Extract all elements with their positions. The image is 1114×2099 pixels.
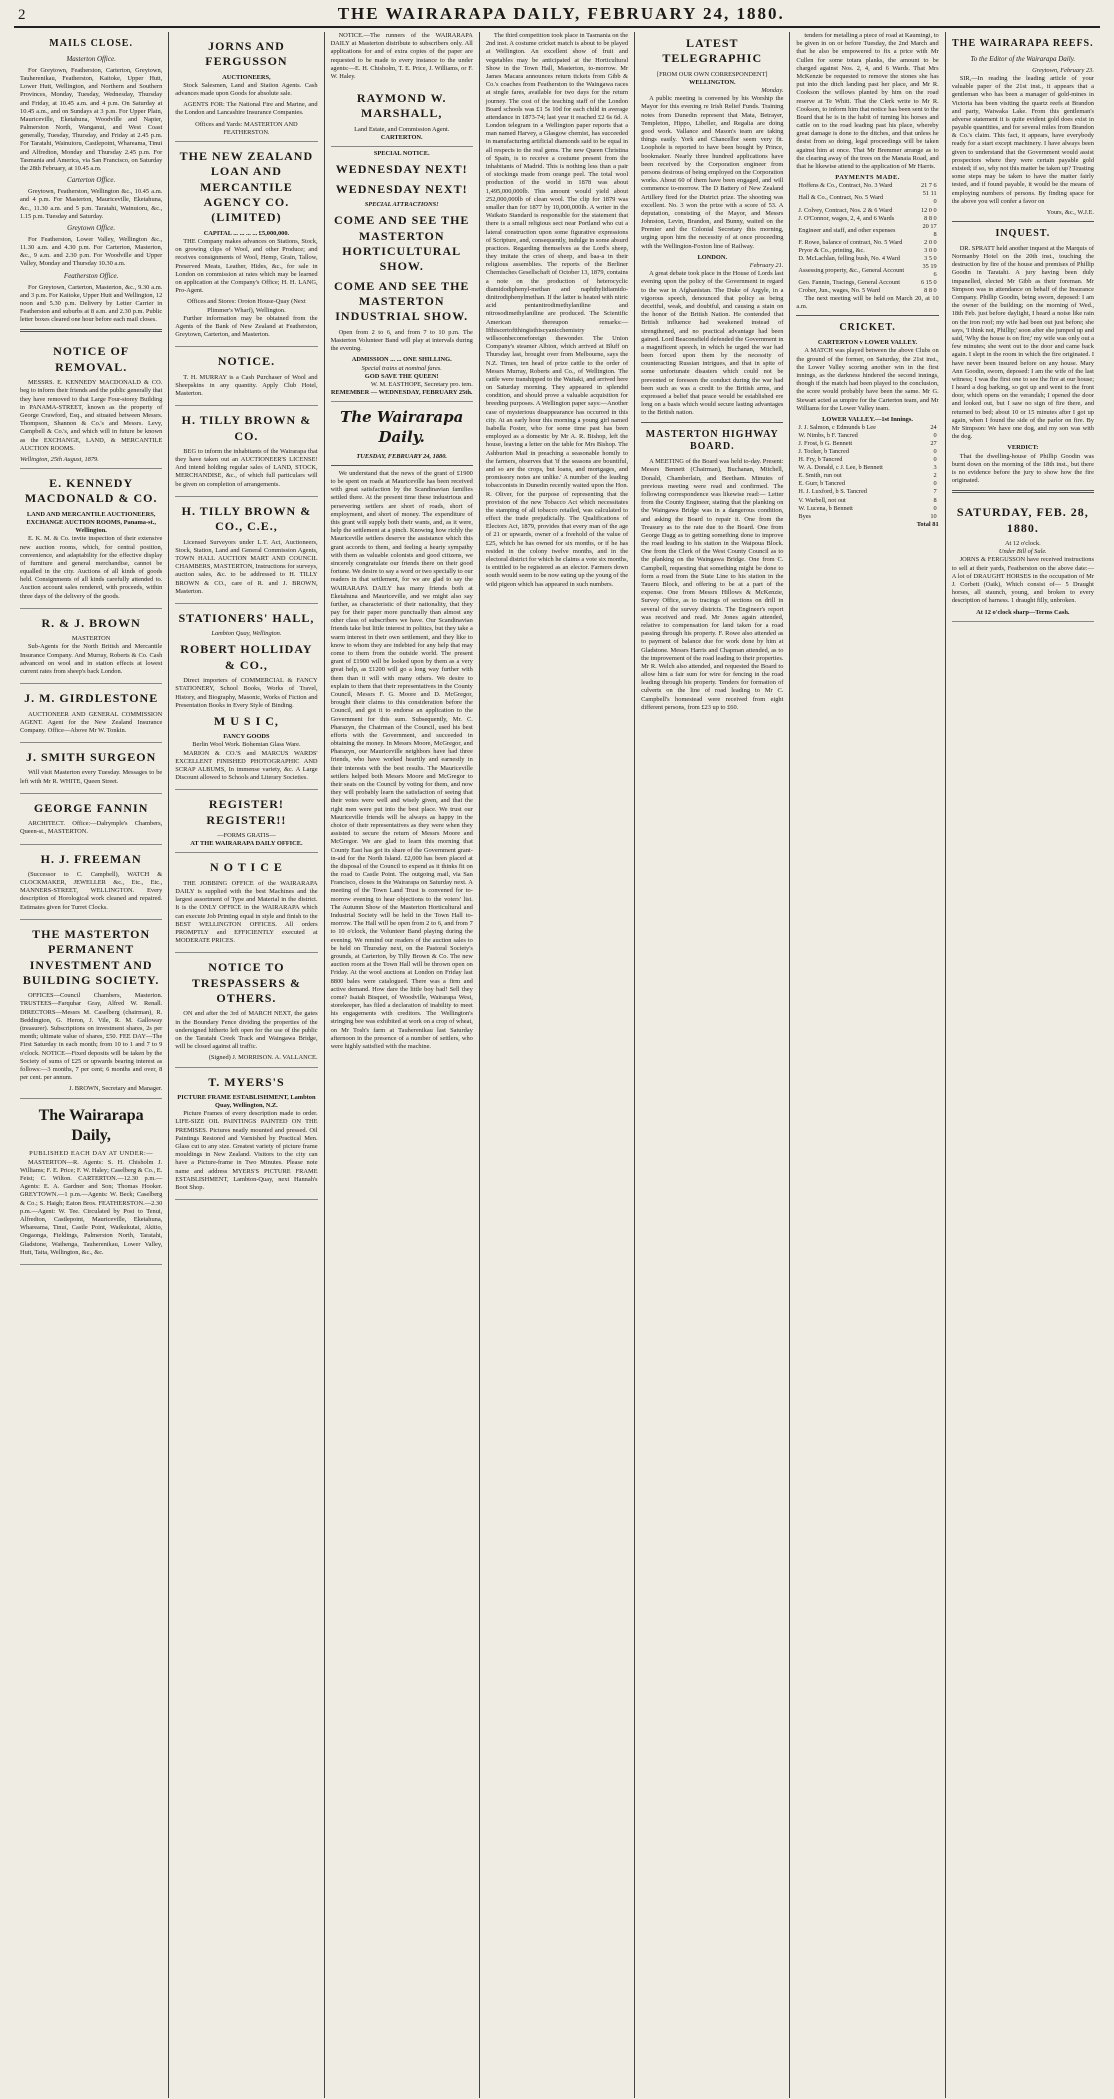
payment-row-value: 20 17 8 [922,222,937,238]
batsman-row-label: W. Nimbs, b F. Tancred [798,432,858,440]
payment-row-value: 3 5 0 [924,254,937,262]
batsman-row-label: J. J. Salmon, c Edmunds b Lee [798,424,876,432]
payment-row-value: 8 8 0 [924,214,937,222]
brown-heading: R. & J. BROWN [41,615,141,630]
batsman-row-label: E. Smith, run out [798,472,842,480]
inquest-text: DR. SPRATT held another inquest at the Marquis of Normanby Hotel on the 20th inst., touching the destruction by fire of the house and premises of Phillip Goodin in Taratahi. A jury having been duly impanelled, elected Mr Gibb as their foreman. Mr Simpson was in attendance on behalf of the Insurance Company. Phillip Goodin, being sworn, deposed: I am the owner of the building; on the morning of Wed., 18th Feb. just before daylight, I heard a noise like rain on the iron roof; my wife had been out just before; she says, 'I think not, Phillip;' soon after she jumped up and said, 'Why the house is on fire;' my wife was only out a few minutes; she went out to the door and came back again. I slept in the room in which the fire originated. I have never been insured before on any house. Mary Ann Goodin, sworn, deposed: I am the wife of the last witness; I was the first one to see the fire at our house; I heard a dog barking, so got up and went to the front door, which opens on the verandah; I opened the door and looked out, but I saw no sign of fire there, and returned to bed; about 10 or 15 minutes after I got up again, when I found the side of the parlor on fire. By Mr Simpson: We have one dog, and my son was with the dog. [951,244,1094,441]
column-7 [946,32,1100,2098]
column-5 [635,32,790,2098]
reefs-subheading: To the Editor of the Wairarapa Daily. [970,54,1076,63]
payment-row [796,255,938,263]
jorns-text: Stock Salesmen, Land and Station Agents. Cash advances made upon Goods for absolute sale. [175,81,318,98]
payment-row [796,247,938,255]
trespassers-text: ON and after the 3rd of MARCH NEXT, the gates in the Boundary Fence dividing the properties of the undersigned hitherto left open for the use of the public on the Taratahi Creek Track and Waingawa Bridge, will be closed against all traffic. [175,1010,318,1051]
masterton-office-heading: Masterton Office. [66,54,116,63]
page-number: 2 [18,7,27,23]
tilly2-ad [175,497,317,604]
divider [641,422,783,423]
reefs-text: SIR,—In reading the leading article of your valuable paper of the 21st inst., it appears that a gentleman who has been a manager of gold-mines in Victoria has been visiting the quartz reefs at Brandon and party, Waiwaka Lake. From this gentleman's adverse statement it is quite evident gold does exist in payable quantities, and for several miles from Brandon & Co.'s claim. This fact, it appears, have everybody ready for a start except machinery. I have always been given to understand that the Government would assist prospectors where they were certain payable gold existed; if so, why not this matter be taken up? Trusting some steps may be taken to have the matter fairly tested, and if found payable, it would be the means of employing numbers of persons. By finding space for the above you will confer a favor on [951,74,1094,205]
divider [952,221,1094,222]
girdlestone-text: AUCTIONEER AND GENERAL COMMISSION AGENT. Agent for the New Zealand Insurance Company. Office—Above Mr W. Tonkin. [20,710,163,734]
tilly2-text: Licensed Surveyors under L.T. Act, Auctioneers, Stock, Station, Land and General Commission Agents, TOWN HALL AUCTION MART AND COUNCIL CHAMBERS, MASTERTON, Instructions for surveys, auction sales, &c. to be addressed to H. TILLY BROWN & CO., care of R. and J. BROWN, Masterton. [175,538,318,595]
industrial-show: COME AND SEE THE MASTERTON INDUSTRIAL SHOW. [333,278,470,324]
building-society-signature: J. BROWN, Secretary and Manager. [69,1085,163,1093]
trespassers-heading: NOTICE TO TRESPASSERS & OTHERS. [191,960,301,1006]
editorial-date: TUESDAY, FEBRUARY 24, 1880. [356,452,448,460]
smith-heading: J. SMITH SURGEON [25,750,157,765]
daily-subheading: PUBLISHED EACH DAY AT UNDER:— [29,1150,154,1158]
kennedy-heading: E. KENNEDY MACDONALD & CO. [24,476,158,506]
adjourn-text: The next meeting will be held on March 20, at 10 a.m. [796,295,939,311]
london-text: A great debate took place in the House of Lords last evening upon the policy of the Government in regard to the war in Afghanistan. The Duke of Argyle, in a vigorous speech, denounced that policy as being deceitful, weak, and doubtful, and causing a stain on the honor of the British Nation. He contended that British influence had weakened instead of strengthened, and no practical advantage had been gained. Lord Beaconsfield defended the Government in a magnificent speech, in which he urged the war had been forced upon them by the necessity of counteracting Russian intrigues, and that in spite of some unfortunate disasters which could not be prevented or foreseen the conduct during the war had been such as was a credit to the British arms, and expressed a belief that peace would be established ere long on a basis which would secure lasting advantages to the British nation. [641,270,784,417]
jobbing-text: THE JOBBING OFFICE of the WAIRARAPA DAILY is supplied with the best Machines and the largest assortment of Type and Material in the district. It is the ONLY OFFICE in the WAIRARAPA which can execute Job Printing equal in style and finish to the BEST WELLINGTON OFFICES. All orders PROMPTLY and EFFICIENTLY executed at MODERATE PRICES. [175,879,318,945]
mails-text: For Greytown, Featherston, Carterton, Greytown, Tauherenikau, Featherston, Kaitoke, Upper Hutt, Lower Hutt, Wellington, and Northern and Southern Provinces, Monday, Tuesday, Wednesday, Thursday and Friday, at 10.45 a.m. and 4 p.m. On Saturday at 10.45 a.m., and on Sundays at 3 p.m. For Upper Plain, Mauriceville, Eketahuna, Woodville and Napier, Palmerston North, Wanganui, and West Coast generally, Tuesday, Thursday, and Friday at 2.45 p.m. For Taratahi, Wainuioru, Castlepoint, Whareama, Tinui and Alfredton, Monday and Thursday 2.45 p.m. For Tasmania and America, via San Francisco, on Saturday the 28th February, at 10.45 a.m. [20,66,163,172]
batsman-row-value: 2 [933,472,937,480]
batsman-row-value: 24 [930,424,937,432]
batsman-row-label: H. Fry, b Tancred [798,456,843,464]
payment-row-label: Pryor & Co., printing, &c. [798,246,865,254]
sale-under: Under Bill of Sale. [998,548,1047,556]
stationers-ad [175,604,317,791]
murray-notice-heading: NOTICE. [217,354,276,369]
cricket-heading: CRICKET. [839,322,896,334]
picture-frame-ad [175,1068,317,1201]
payment-row-value: 21 7 6 [920,182,937,190]
horticultural-show: COME AND SEE THE MASTERTON HORTICULTURAL SHOW. [333,213,470,274]
daily-publication-ad [20,1099,162,1265]
wellington-date: Monday. [761,87,784,95]
payment-row [796,207,938,215]
batsman-row-label: W. A. Donald, c J. Lee, b Bennett [798,464,883,472]
remember-line: REMEMBER — WEDNESDAY, FEBRUARY 25th. [330,389,473,397]
batsman-row [796,440,938,448]
jorns-offices: Offices and Yards: MASTERTON AND FEATHERSTON. [195,120,298,136]
wednesday-next-2: WEDNESDAY NEXT! [335,181,468,196]
batsman-row-label: H. J. Luxford, b S. Tancred [798,488,867,496]
jobbing-ad [175,853,317,953]
batsman-row [796,432,938,440]
nzloan-offices: Offices and Stores: Oroton House-Quay (Next Plimmer's Wharf), Wellington. [187,298,306,314]
marshall-location: CARTERTON. [380,134,423,142]
payment-row-value: 3 0 0 [924,246,937,254]
payment-row-value: 2 0 0 [924,238,937,246]
batsman-row-value: 0 [933,480,937,488]
show-ad [331,147,473,402]
batsman-row-value: 0 [933,448,937,456]
payment-row-label: Crober, Jun., wages, No. 5 Ward [798,286,881,294]
batsman-row-value: 8 [933,496,937,504]
removal-heading: NOTICE OF REMOVAL. [53,344,130,374]
jorns-agents: AGENTS FOR: The National Fire and Marine, and the London and Lancashire Insurance Companies. [175,101,318,117]
fannin-heading: GEORGE FANNIN [33,800,149,815]
batsman-row-value: 7 [933,488,937,496]
batsman-row-label: J. Frost, b G. Bennett [798,440,853,448]
marion-text: MARION & CO.'S and MARCUS WARDS' EXCELLENT FINISHED PHOTOGRAPHIC AND SCRAP ALBUMS, In immense variety, &c. A Large Discount allowed to Schools and Literary Societies. [175,749,318,782]
cricket-subheading: CARTERTON v LOWER VALLEY. [817,339,918,347]
column-3 [325,32,480,2098]
batsman-row [796,497,938,505]
murray-notice [175,347,317,406]
batsman-row-label: W. Lucena, b Bennett [798,504,853,512]
batsman-row [796,456,938,464]
batsman-row-label: J. Tocker, b Tancred [798,448,849,456]
removal-ad [20,337,162,469]
girdlestone-heading: J. M. GIRDLESTONE [24,691,159,706]
payment-row-value: 12 0 0 [920,206,937,214]
jobbing-heading: N O T I C E [209,860,283,875]
music-text: Berlin Wool Work. Bohemian Glass Ware. [192,741,301,749]
tilly-ad [175,406,317,497]
carterton-text: Greytown, Featherston, Wellington &c., 10.45 a.m. and 4 p.m. For Masterton, Mauriceville, Eketahuna, &c., 11.30 a.m. and 5 p.m. Taratahi, Wainuioru, &c., 1.15 p.m. Tuesday and Saturday. [20,188,163,220]
verdict-text: That the dwelling-house of Phillip Goodin was burnt down on the morning of the 18th inst., but there is no evidence before the jury to show how the fire originated. [951,452,1094,485]
featherston-office-heading: Featherston Office. [63,271,119,280]
payment-row [796,263,938,279]
batsman-row [796,424,938,432]
column-4 [480,32,635,2098]
fannin-text: ARCHITECT. Office:—Dalrymple's Chambers, Queen-st., MASTERTON. [20,820,163,836]
payments-heading: PAYMENTS MADE. [835,174,900,182]
payment-row-label: F. Rowe, balance of contract, No. 5 Ward [798,238,903,246]
payment-row-label: D. McLachlan, felling bush, No. 4 Ward [798,254,900,262]
sale-text: JORNS & FERGUSSON have received instructions to sell at their yards, Featherston on the above date:— A lot of DRAUGHT HORSES in the occupation of Mr J. Corbett (Oaik), Which consist of— 5 Draught horses, all staunch, young, and broken to every description of harness. 1 draught filly, unbroken. [951,556,1094,605]
marshall-ad [331,84,473,147]
batsman-row [796,513,938,521]
columns [14,32,1100,2098]
payment-row [796,190,938,206]
show-secretary: W. M. EASTHOPE, Secretary pro. tem. [370,380,473,388]
picture-frame-subheading: PICTURE FRAME ESTABLISHMENT, Lambton Quay, Wellington, N.Z. [177,1093,316,1110]
payment-row-value: 51 11 0 [922,190,937,206]
jorns-ad [175,32,317,142]
masthead [14,0,1100,28]
nzloan-ad [175,142,317,347]
runners-notice: NOTICE.—The runners of the WAIRARAPA DAILY at Masterton distribute to subscribers only. All applications for and of extra copies of the paper are requested to be made to every instance to the under agents:—E. H. Chisholm, T. E. Price, J. Williams, or F. W. Haley. [330,32,473,80]
batsman-row-value: 3 [933,464,937,472]
stationers-heading: STATIONERS' HALL, [178,610,315,625]
payment-row [796,215,938,223]
freeman-text: (Successor to C. Campbell), WATCH & CLOCKMAKER, JEWELLER &c., Etc., Etc., MANNERS-STREET, WELLINGTON. Every description of Horological work cleaned and repaired. Estimates given for Turret Clocks. [20,870,163,911]
payment-row-label: J. O'Connor, wages, 2, 4, and 6 Wards [798,214,895,222]
horse-sale-ad [952,498,1094,621]
building-society-text: OFFICES—Council Chambers, Masterton. TRUSTEES—Farquhar Gray, Alfred W. Renall. DIRECTORS—Messrs M. Caselberg (chairman), R. Beddington, G. Heron, J. Vile, R. M. Galloway (treasurer). Subscriptions on investment shares, 2s per month; ultimate value of shares, £50. FEE DAY—The First Saturday in each month; from 10 to 1 and 7 to 9 o'clock. NOTICE—Fixed deposits will be taken by the Society of sums of £25 or upwards bearing interest as follows:—3 months, 7 per cent; 6 months and over, 8 per cent. per annum. [20,992,163,1082]
reefs-date: Greytown, February 23. [1032,66,1094,74]
smith-ad [20,743,162,794]
marshall-heading: RAYMOND W. MARSHALL, [356,91,447,121]
column-6 [790,32,945,2098]
nzloan-heading: THE NEW ZEALAND LOAN AND MERCANTILE AGENCY CO. (LIMITED) [179,149,314,225]
god-save-queen: GOD SAVE THE QUEEN! [364,372,439,380]
wednesday-next-1: WEDNESDAY NEXT! [335,162,468,177]
payment-row-value: 35 19 6 [922,262,937,278]
music-heading: M U S I C, [213,713,279,728]
sale-date-heading: SATURDAY, FEB. 28, 1880. [956,505,1089,535]
payment-row [796,287,938,295]
payment-row-label: Geo. Fannin, Tracings, General Account [798,278,901,286]
verdict-heading: VERDICT: [1007,444,1039,452]
removal-date: Wellington, 25th August, 1879. [20,455,99,463]
payment-row-label: Assessing property, &c., General Account [798,266,905,274]
payment-row-value: 6 15 0 [920,278,937,286]
special-trains: Special trains at nominal fares. [361,364,442,372]
nzloan-note: Further information may be obtained from the Agents of the Bank of New Zealand at Featherston, Greytown, Carterton, and Masterton. [175,314,318,339]
kennedy-subheading: LAND AND MERCANTILE AUCTIONEERS, EXCHANGE AUCTION ROOMS, Panama-st., Wellington. [26,510,156,535]
payment-row [796,239,938,247]
music-subheading: FANCY GOODS [223,733,270,741]
brown-ad [20,609,162,684]
payment-row-label: Hoffens & Co., Contract, No. 3 Ward [798,182,893,190]
admission: ADMISSION ... ... ONE SHILLING. [351,356,452,364]
jorns-heading: JORNS AND FERGUSSON [205,39,288,69]
picture-frame-heading: T. MYERS'S [208,1074,285,1089]
batsman-row-value: 0 [933,432,937,440]
london-heading: LONDON. [697,253,728,261]
tilly-text: BEG to inform the inhabitants of the Wairarapa that they have taken out an AUCTIONEER'S LICENSE! And intend holding regular sales of LAND, STOCK, MERCHANDISE, &c., of which full particulars will be given on completion of arrangements. [175,447,318,488]
batsman-row-value: 0 [933,504,937,512]
reefs-heading: THE WAIRARAPA REEFS. [952,38,1094,49]
carterton-office-heading: Carterton Office. [67,176,116,185]
show-text: Open from 2 to 6, and from 7 to 10 p.m. The Masterton Volunteer Band will play at intervals during the evening. [330,328,473,353]
jorns-subheading: AUCTIONEERS, [222,73,271,81]
marshall-subheading: Land Estate, and Commission Agent. [354,125,450,133]
column-2 [169,32,324,2098]
kennedy-ad [20,469,162,609]
batsman-row [796,505,938,513]
wellington-text: A public meeting is convened by his Worship the Mayor for this evening re Irish Relief Funds. Training notes from Dunedin represent that Mata, Betrayer, Templeton, Hippo, Libeller, and Regalia are doing good work. Vallance and Mason's team are taking things easily. York and Chancellor seem very fit. Loophole is reported to have been bought by Prince, bookmaker. Nearly three hundred applications have been received by the Corporation engineer from persons desirous of being employed on the Corporation works. About 60 of them have been engaged, and will commence to-morrow. The D Battery of New Zealand Artillery fired for the District prize. The shooting was excellent. No. 3 won the prize with a score of 53. A deputation, consisting of the Mayor, and Messrs Johnston, Levin, Brandon, and Bunny, waited on the Premier and the Colonial Secretary this morning, urging upon him the necessity of at once proceeding with the Wellington-Foxton line of Railway. [641,95,784,250]
highway-board-text: A MEETING of the Board was held to-day. Present: Messrs Bennett (Chairman), Buchanan, Mitchell, Donald, Chamberlain, and Beetham. Minutes of previous meeting were read and confirmed. The following correspondence was likewise read:— Letter from the County Engineer, stating that the planking on the Waingawa Bridge was in a dangerous condition, and asking the Board to repair it. One from the Treasury as to the rate due to the Board. One from George Dagg as to getting something done to improve the road leading to his station in the Waipoua Block. One from the Clerk of the West County Council as to the planking on the Waingawa Bridge. One from C. Campbell, requesting that something might be done to form a road from the State Line to his station in the Taueru Block, and offering to be at a part of the expense. One from Messrs Hillows & McKenzie, Survey Office, as to tracings of sections on drill in several of the survey districts. The Engineer's report was received and read. Mr Jones again attended, relative to compensation for land taken for a road passing through his property. F. Rowe also attended as to payment of balance due for work done by him at Gladstone. Messrs Harris and Chapman attended, as to the improvement of the road leading to their properties. Mr R. Welch also attended, and requested the Board to allow him a fair sum for wire for fencing in the road leading through his property. Tenders for formation of culverts on the line of road leading to Mr C. Campbell's homestead were received from eight different persons, from £23 up to £60. [641,458,784,711]
batsman-row-value: 0 [933,456,937,464]
divider [331,465,473,466]
divider [796,315,938,316]
payment-row-label: Hall & Co., Contract, No. 5 Ward [798,194,884,202]
nzloan-capital: CAPITAL ... ... ... ... £5,000,000. [203,229,290,237]
tilly-heading: H. TILLY BROWN & CO. [181,413,312,443]
picture-frame-text: Picture Frames of every description made to order. LIFE-SIZE OIL PAINTINGS PAINTED ON THE PREMISES. Pictures neatly mounted and pressed. Oil Paintings Restored and Varnished by Practical Men. Glass cut to any size. Greatest variety of picture frame mouldings in New Zealand. Visitors to the city can have a Picture-frame in Two Minutes. Please note name and address MYERS'S PICTURE FRAME ESTABLISHMENT, Lambton-Quay, next Hannah's Boot Shop. [175,1110,318,1191]
sale-terms: At 12 o'clock sharp—Terms Cash. [976,608,1070,616]
payment-row-label: J. Colvey, Contract, Nos. 2 & 6 Ward [798,206,893,214]
batsman-row-label: Byes [798,512,812,520]
special-notice: SPECIAL NOTICE. [373,150,430,158]
register-subheading: —FORMS GRATIS— [217,832,276,840]
divider [20,329,162,332]
batsman-row [796,480,938,488]
register-text: AT THE WAIRARAPA DAILY OFFICE. [190,840,303,848]
telegraphic-subheading: [FROM OUR OWN CORRESPONDENT] [656,70,768,78]
building-society-heading: THE MASTERTON PERMANENT INVESTMENT AND BUILDING SOCIETY. [22,926,160,987]
brown-text: Sub-Agents for the North British and Mercantile Insurance Company. And Murray, Roberts & Co. Cash advanced on wool and in station effects at lowest current rates from sheep's back London. [20,643,163,675]
brown-subheading: MASTERTON [71,635,111,643]
payment-row [796,279,938,287]
wellington-heading: WELLINGTON. [688,78,736,86]
innings-total: Total 81 [916,520,939,528]
daily-text: MASTERTON—R. Agents: S. H. Chisholm J. Williams; F. E. Price; F. W. Haley; Caselberg & Co., E. Feist; C. Wilton. CARTERTON.—12.30 p.m.—Agents: E. A. Gardner and Son; Thomas Hooker. GREYTOWN.—1 p.m.—Agents: W. Beck; Caselberg & Co.; S. Haigh; Eaton Bros. FEATHERSTON.—2.30 p.m.—Agent: W. Tee. Circulated by Post to Tenui, Alfredton, Castlepoint, Mauriceville, Eketahuna, Whareama, Tinui, Castle Point, Waikukutai, Akitio, Ongaonga, Fieldings, Palmerston North, Taratahi, Gladstone, Waihenga, Tauherenikau, Lower Valley, Hutt, Taita, Wellington, &c., &c. [20,1158,163,1256]
daily-heading: The Wairarapa Daily, [38,1106,144,1144]
building-society-ad [20,920,162,1099]
innings-heading: LOWER VALLEY.—1st Innings. [822,415,913,423]
trespassers-signature: (Signed) J. MORRISON. A. VALLANCE. [208,1054,318,1062]
payment-row-value: 8 8 0 [924,286,937,294]
fannin-ad [20,794,162,845]
batsman-row [796,488,938,496]
payment-row-label: Engineer and staff, and other expenses [798,226,896,234]
payments-table [796,182,938,295]
batsman-row-label: V. Warbell, not out [798,496,846,504]
editorial-text: We understand that the news of the grant of £1900 to be spent on roads at Mauriceville has been received with great satisfaction by the Scandinavian families settled there. At the present time these industrious and persevering settlers are short of roads, short of employment, and short of money. The expenditure of this grant will supply both their wants, and, as it were, help the settlement at a pinch. Knowing how richly the Mauriceville settlers deserve the assistance which this grant accords to them, and feeling a hearty sympathy with them as valuable colonists and good citizens, we sincerely congratulate our friends there on their good fortune. We desire to say a word or two specially to our readers in that settlement, for we are glad to say the WAIRARAPA DAILY has many friends both at Eketahuna and Mauriceville, and we might also say further, as characteristic of their nationality, that they pay for their paper more punctually than almost any other class of subscribers we have. Our Scandinavian friends take but little interest in politics, but they take a warm interest in their own settlement, and they like to know to whom they are indebted for any help that may come to them from the outside world. The present grant of £1900 will be looked upon by them as a very great help, as £1200 will go a long way further with them than it will with many others. We desire to explain to them that their representatives in the County Council, Messrs F. G. Moore and D. McGregor, brought their claims to this consideration before the Council, and got it to endorse an application to the Government for this sum. Subsequently, Mr. C. Pharazyn, the Chairman of the Council, used his best efforts with the Government, and succeeded in obtaining the money. In Messrs Moore, McGregor, and Pharazyn, our Mauriceville neighbors have had three friends, who have worked heartily and earnestly in their interests with the best results. The Mauriceville settlers helped both Messrs Moore and McGregor to their seats on the Council by voting for them, and now they will probably learn the satisfaction of seeing that their votes were well and wisely given, and that the right men were put into the best place. We trust our Mauriceville friends will be always as happy in the choice of their representatives as they were when they assisted to secure the return of Messrs Moore and McGregor. We are glad to learn this morning that County East has got its share of the Government grant-in-aid for the North Island. £2,000 has been placed at the disposal of the Council to expend as it thinks fit on the road to Castle Point. The outgoing mail, via San Francisco, closes in the Wairarapa on Saturday next. A meeting of the Town Land Trust is convened for to-morrow evening to hear objections to the voters' list. The Autumn Show of the Masterton Horticultural and Industrial Society will be held in the Town Hall to-morrow. The Hall will be open from 2 to 6, and from 7 to 10 o'clock, the Volunteer Band playing during the evening. We remind our readers of the auction sales to be held on Thursday next, on the Pastoral Society's grounds, at Carterton, by Tilly Brown & Co. The new auction room at the Town Hall will be thrown open on Friday. At the wool auctions at London on Friday last 8800 bales were catalogued. There was a firm and active demand. How dare the little boy bad! Sell they come? Isaiah Bisquet, of Woodville, Wairarapa West, storekeeper, has filed a declaration of inability to meet his engagements with creditors. The Wellington's stringing bee was exhibited at work on a crop of wheat, on Mr Tosh's farm at Tauherenikau last Saturday afternoon in the presence of a number of settlers, who were highly satisfied with the machine. [330,469,473,1051]
london-date: February 21. [749,262,784,270]
batsman-row [796,448,938,456]
payment-row [796,182,938,190]
mails-close-heading: MAILS CLOSE. [49,38,133,49]
stationers-subheading: Lambton Quay, Wellington. [211,630,282,638]
freeman-ad [20,845,162,920]
batsman-row [796,464,938,472]
telegraphic-heading: LATEST TELEGRAPHIC [662,36,763,66]
nzloan-text: THE Company makes advances on Stations, Stock, on growing clips of Wool, and other Produce; and receives consignments of Wool, Hemp, Grain, Tallow, Preserved Meats, Leather, Hides, &c., for sale in London on commission at rates which may be learned on application at the Company's Office; H. H. LANG, Pro-Agent. [175,238,318,295]
register-ad [175,790,317,853]
innings-table [796,424,938,521]
batsman-row-value: 27 [930,440,937,448]
sale-time: At 12 o'clock. [1004,540,1041,548]
payment-row [796,223,938,239]
kennedy-text: E. K. M. & Co. invite inspection of their extensive new auction rooms, which, for central position, convenience, and adaptability for the effective display of furniture and general merchandise, cannot be equalled in the city. Auctions of all kinds of goods held. Consignments of all kinds carefully attended to. Auction account sales rendered, with proceeds, within three days of the delivery of the goods. [20,535,163,600]
batsman-row-label: E. Gurr, b Tancred [798,480,845,488]
freeman-heading: H. J. FREEMAN [40,851,142,866]
removal-text: MESSRS. E. KENNEDY MACDONALD & CO. beg to inform their friends and the public generally that they have removed to that Large Four-storey Building in PANAMA-STREET, known as the property of George Crawford, Esq., and situated between Messrs. Thompson, Shannon & Co.'s and Messrs. Levy, Campbell & Co.'s, and which will in future be known as the EXCHANGE, LAND, & MERCANTILE AUCTION ROOMS. [20,379,163,452]
reefs-signature: Yours, &c., W.J.E. [1046,208,1094,216]
cricket-text: A MATCH was played between the above Clubs on the ground of the former, on Saturday, the 21st inst., the Lower Valley scoring another win in the first innings, as the darkness hindered the second innings, though if the match had been played to the conclusion, the score would probably have been the same. Mr G. Stewart acted as umpire for the Carterton team, and Mr Williams for the Lower Valley team. [796,347,939,412]
highway-board-heading: MASTERTON HIGHWAY BOARD. [645,428,779,453]
batsman-row-value: 10 [930,512,937,520]
tilly2-heading: H. TILLY BROWN & CO., C.E., [181,503,312,534]
editorial-masthead: The Wairarapa Daily. [340,408,464,446]
inquest-heading: INQUEST. [995,228,1051,240]
murray-notice-text: T. H. MURRAY is a Cash Purchaser of Wool and Sheepskins in any quantity. Apply Club Hotel, Masterton. [175,373,318,397]
featherston-text: For Greytown, Carterton, Masterton, &c., 9.30 a.m. and 3 p.m. For Kaitoke, Upper Hutt and Wellington, 12 noon and 5.30 p.m. Delivery by Letter Carrier in Featherston and suburbs at 8 a.m. and 2.30 p.m. Public letter boxes cleared one hour before each mail closes. [20,283,163,324]
divider [952,490,1094,493]
holliday-heading: ROBERT HOLLIDAY & CO., [180,642,313,672]
trespassers-ad [175,953,317,1067]
newspaper-title: THE WAIRARAPA DAILY, FEBRUARY 24, 1880. [337,4,785,23]
column-1 [14,32,169,2098]
greytown-text: For Featherston, Lower Valley, Wellington &c., 11.30 a.m. and 4.30 p.m. For Carterton, Masterton, &c., 9 a.m. and 2.30 p.m. For Woodville and Upper Valley, Monday and Thursday 10.30 a.m. [20,235,163,268]
batsman-row [796,472,938,480]
holliday-text: Direct importers of COMMERCIAL & FANCY STATIONERY, School Books, Works of Travel, History, and Biography, Masonic, Works of Fiction and Presentation Books in Every Style of Binding. [175,677,318,709]
smith-text: Will visit Masterton every Tuesday. Messages to be left with Mr R. WHITE, Queen Street. [20,769,163,785]
greytown-office-heading: Greytown Office. [67,223,116,232]
special-attractions: SPECIAL ATTRACTIONS! [364,201,439,209]
tenders-text: tenders for metalling a piece of road at Kaumingi, to be given in on or before Tuesday, the 2nd March and that he also be empowered to fix a price with Mr Cullen for some totara planks, the amount to be charged against Nos. 2, 4, and 6 Wards. That Mrs McKenzie be requested to remove the stones she has put into the ditch landing past her place, and Mr R. Cookson the willows planted by him on the road reserve at Te Whiti. That the Clerk write to Mr R. Cookson, to inform him that notice has been sent to the Board that he is in the habit of turning his horses and cattle on to the road leading past his place, whereby great damage is done to the ditches, and that unless he desist from so doing, legal proceedings will be taken against him at once. That Mr Bremmer arrange as to the clearing away of the trees on the Manaia Road, and that he likewise attend to the application of Mr Harris. [796,32,939,170]
news-notes: The third competition took place in Tasmania on the 2nd inst. A costume cricket match is about to be played at Wellington. An excellent show of fruit and vegetables may be anticipated at the Horticultural Show in the Town Hall, Masterton, to-morrow. Mr James Macara announces return tickets from Gibb & Co.'s coaches from Featherston to the Waingawa races at single fares, available for two days for the return journey. The cost of the teaching staff of the London Board schools was £1 5s 10d for each child in average attendance in 1873-74; last year it reached £2 6s 6d. A London telegram in a Wellington paper reports that a man named Harvey, a Glasgow chemist, has succeeded in manufacturing artificial diamonds said to be equal in all respects to the real gems. The new Queen Christina of Spain, is to receive a costume present from the inhabitants of Madrid. This is nothing less than a pair of stockings made from orange peel. The total wool production of the world in 1878 was about 1,495,000,000lb. This amount would yield about 252,000,000lb of clean wool. The clip for 1879 was smaller than for 1877 by 10,000,000lb. A writer in the Waikato Standard is responsible for the statement that there is a small religious sect near Portland who cut a lateral construction upon some figurative expressions of Scripture, and, consequently, indulge in some absurd practices. Regarding themselves as the Lord's sheep, they imitate the cries of sheep, and baa-a in their religious assemblies. The reports of the Berliner Chemisches Gesellschaft of October 13, 1879, contains a note on the production of heterocyclic diamidodiphenyl-methan and naphthylidiamido-dinitrodiphenylmethan. If the latter is heated with nitric acid pentanitrodimethylaniline and nitrosodimethylaniline are produced. The Scientific American thereupon remarks:—Ifthiscertoftthingisthiscyanicchemistry willsoonbecomeforeign thewonder. The Union Company's steamer Albion, which arrived at Bluff on Thursday last, brought over from Melbourne, says the N.Z. Times, ten head of prize cattle to the order of Messrs Murray, Roberts and Co., of Wellington. The cattle were transhipped to the Waitaki, and arrived here on Saturday morning. They appeared in splendid condition, and should prove a valuable acquisition for breeding purposes. A Wellington paper says:—Another case of mysterious disappearance has occurred in this city. At an early hour this morning a young girl named Isabella Foster, who for some time past has been employed as a domestic by Mr A. R. Bishop, left the house, leaving a letter on the table for Mrs Bishop. The Ashburton Mail in preaching a seasonable homily to the farmers, observes that 'if the seasons are bountiful, and so are the crops, but loans, and mortgages, and promissory notes are unlike.' A number of the leading tobacconists in Dunedin recently waited upon the Hon. R. Oliver, for the purpose of representing that the provision of the new Tobacco Act which necessitates the stamping of all tobacco retailed, was calculated to effect the trade prejudicially. The Qualifications of Electors Act, 1879, provides that every man of the age of 21 or upwards, owner of a freehold of the value of £25, which he has owned for six months, or if he has resided in the colony twelve months, and in the electoral district for which he claims a vote six months, is entitled to be registered as an elector. Farmers down south would seem to be now eating up the young of the wild pigeon which has appeared in such numbers. [485,32,629,588]
girdlestone-ad [20,684,162,743]
register-heading: REGISTER! REGISTER!! [206,797,287,827]
